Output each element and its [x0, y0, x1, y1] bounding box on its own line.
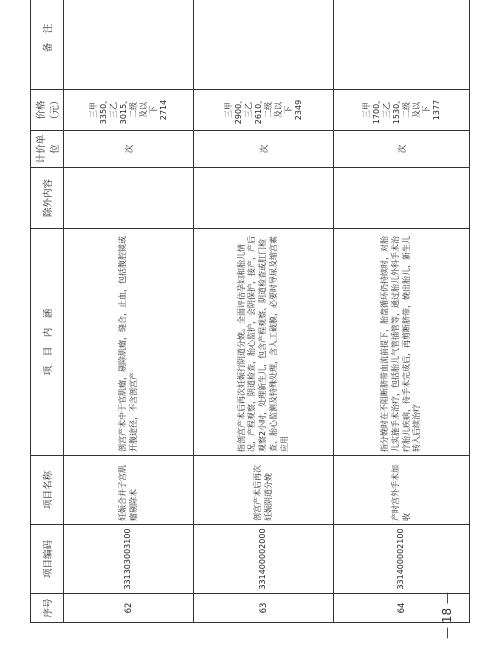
- cell-price: 三甲 1700、 三乙 1530、 二级 及以 下 1377: [334, 90, 470, 131]
- cell-seq: 64: [334, 594, 470, 623]
- page-number: — 18 —: [440, 592, 454, 639]
- header-unit: 计价单位: [31, 131, 64, 168]
- cell-code: 331400002000: [194, 525, 334, 594]
- cell-unit: 次: [194, 131, 334, 168]
- header-price: 价格（元）: [31, 90, 64, 131]
- fee-table: [30, 0, 470, 623]
- cell-content: 指剖宫产术后再次妊娠行阴道分娩。全面评估孕妇和胎儿情况，产程观察，阴道检查，胎心监护，会阴保护，接产，产后观察2小时，处理新生儿，包含产程观察、阴道检查或肛门检查、胎心监测及特殊处理，含人工破膜，必要时导尿及缩宫素应用: [194, 229, 334, 456]
- table-row: [194, 0, 334, 623]
- header-excluded: 除外内容: [31, 168, 64, 229]
- cell-unit: 次: [64, 131, 194, 168]
- cell-content: 剖宫产术中于官肌瘤，剔除肌瘤，缝合，止血，包括腹腔镜或开腹途径，不含剖宫产: [64, 229, 194, 456]
- cell-name: 产时宫外手术加收: [334, 456, 470, 525]
- header-name: 项目名称: [31, 456, 64, 525]
- cell-note: [64, 0, 194, 90]
- cell-note: [194, 0, 334, 90]
- cell-price: 三甲 3350、 三乙 3015、 二级 及以 下 2714: [64, 90, 194, 131]
- cell-content: 指分娩时在不阻断脐带血流前提下，胎盘循环仍持续时，对胎儿实施手术治疗，包括胎儿气管插管等，通过胎儿外科手术治疗胎儿疾病，待手术完成后，再剪断脐带，娩出胎儿，新生儿转入后续治疗: [334, 229, 470, 456]
- header-note: 备 注: [31, 0, 64, 90]
- cell-seq: 62: [64, 594, 194, 623]
- cell-code: 331400002100: [334, 525, 470, 594]
- header-content: 项 目 内 涵: [31, 229, 64, 456]
- cell-name: 剖宫产术后再次妊娠阴道分娩: [194, 456, 334, 525]
- header-code: 项目编码: [31, 525, 64, 594]
- cell-excluded: [64, 168, 194, 229]
- cell-name: 妊娠合并子宫肌瘤剔除术: [64, 456, 194, 525]
- header-seq: 序号: [31, 594, 64, 623]
- table-row: [64, 0, 194, 623]
- table-header-row: [31, 0, 64, 623]
- cell-excluded: [194, 168, 334, 229]
- cell-price: 三甲 2900、 三乙 2610、 二级 及以 下 2349: [194, 90, 334, 131]
- cell-seq: 63: [194, 594, 334, 623]
- cell-unit: 次: [334, 131, 470, 168]
- cell-code: 331303003100: [64, 525, 194, 594]
